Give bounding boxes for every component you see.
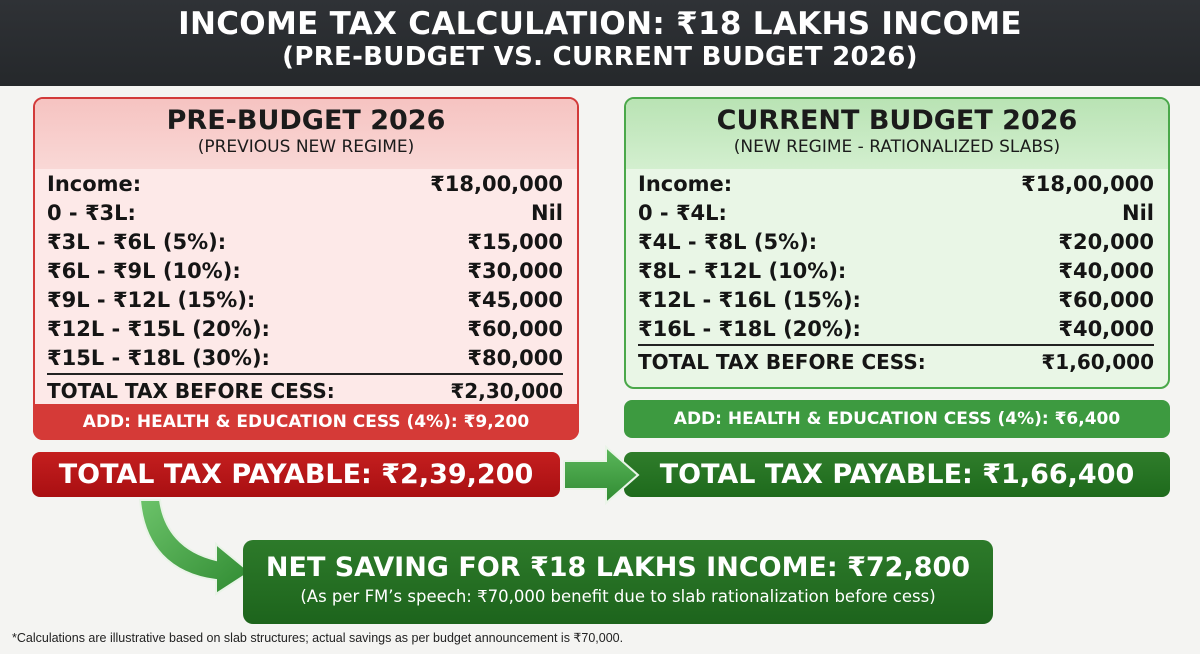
row-label: Income:	[47, 171, 142, 196]
row-value: Nil	[1122, 200, 1154, 225]
table-row	[47, 227, 563, 256]
page-subtitle: (PRE-BUDGET VS. CURRENT BUDGET 2026)	[282, 42, 918, 72]
table-row	[47, 285, 563, 314]
net-saving-title: NET SAVING FOR ₹18 LAKHS INCOME: ₹72,800	[265, 552, 971, 583]
row-label: ₹6L - ₹9L (10%):	[47, 258, 241, 283]
pre-budget-panel	[33, 97, 579, 440]
row-value: ₹60,000	[467, 316, 563, 341]
pre-budget-header	[35, 99, 577, 169]
pre-budget-title: PRE-BUDGET 2026	[166, 105, 446, 136]
pre-total-payable: TOTAL TAX PAYABLE: ₹2,39,200	[32, 452, 560, 497]
divider	[638, 344, 1154, 346]
net-saving-box	[243, 540, 993, 624]
current-budget-subtitle: (NEW REGIME - RATIONALIZED SLABS)	[733, 137, 1061, 157]
total-before-cess-row	[638, 348, 1154, 376]
footnote: *Calculations are illustrative based on slab structures; actual savings as per budget announcement is ₹70,000.	[12, 631, 624, 645]
total-before-cess-row	[47, 377, 563, 405]
current-budget-panel	[624, 97, 1170, 389]
table-row	[47, 314, 563, 343]
table-row	[638, 169, 1154, 198]
row-label: ₹8L - ₹12L (10%):	[638, 258, 847, 283]
row-label: ₹3L - ₹6L (5%):	[47, 229, 227, 254]
total-value: ₹2,30,000	[450, 379, 563, 403]
row-label: ₹12L - ₹16L (15%):	[638, 287, 861, 312]
total-label: TOTAL TAX BEFORE CESS:	[638, 350, 926, 374]
table-row	[47, 343, 563, 372]
row-label: ₹15L - ₹18L (30%):	[47, 345, 270, 370]
current-budget-title: CURRENT BUDGET 2026	[716, 105, 1078, 136]
pre-budget-rows	[35, 169, 577, 405]
current-budget-header	[626, 99, 1168, 169]
row-value: Nil	[531, 200, 563, 225]
current-total-payable: TOTAL TAX PAYABLE: ₹1,66,400	[624, 452, 1170, 497]
row-label: 0 - ₹3L:	[47, 200, 136, 225]
curved-arrow-icon	[130, 496, 256, 596]
pre-cess-bar: ADD: HEALTH & EDUCATION CESS (4%): ₹9,200	[33, 404, 579, 440]
row-label: 0 - ₹4L:	[638, 200, 727, 225]
row-value: ₹30,000	[467, 258, 563, 283]
table-row	[47, 169, 563, 198]
row-label: ₹9L - ₹12L (15%):	[47, 287, 256, 312]
total-value: ₹1,60,000	[1041, 350, 1154, 374]
table-row	[47, 256, 563, 285]
pre-budget-subtitle: (PREVIOUS NEW REGIME)	[197, 137, 415, 157]
row-value: ₹18,00,000	[430, 171, 563, 196]
row-label: ₹12L - ₹15L (20%):	[47, 316, 270, 341]
row-value: ₹18,00,000	[1021, 171, 1154, 196]
table-row	[638, 198, 1154, 227]
page-header	[0, 0, 1200, 86]
total-label: TOTAL TAX BEFORE CESS:	[47, 379, 335, 403]
current-cess-bar: ADD: HEALTH & EDUCATION CESS (4%): ₹6,400	[624, 400, 1170, 438]
table-row	[47, 198, 563, 227]
right-arrow-icon	[560, 444, 642, 506]
row-value: ₹20,000	[1058, 229, 1154, 254]
current-budget-rows	[626, 169, 1168, 376]
page-title: INCOME TAX CALCULATION: ₹18 LAKHS INCOME	[178, 6, 1022, 42]
row-label: ₹4L - ₹8L (5%):	[638, 229, 818, 254]
row-value: ₹45,000	[467, 287, 563, 312]
table-row	[638, 256, 1154, 285]
row-value: ₹40,000	[1058, 316, 1154, 341]
table-row	[638, 227, 1154, 256]
row-value: ₹80,000	[467, 345, 563, 370]
row-value: ₹15,000	[467, 229, 563, 254]
net-saving-note: (As per FM’s speech: ₹70,000 benefit due to slab rationalization before cess)	[300, 587, 936, 606]
row-value: ₹60,000	[1058, 287, 1154, 312]
table-row	[638, 314, 1154, 343]
row-label: Income:	[638, 171, 733, 196]
row-value: ₹40,000	[1058, 258, 1154, 283]
divider	[47, 373, 563, 375]
table-row	[638, 285, 1154, 314]
row-label: ₹16L - ₹18L (20%):	[638, 316, 861, 341]
